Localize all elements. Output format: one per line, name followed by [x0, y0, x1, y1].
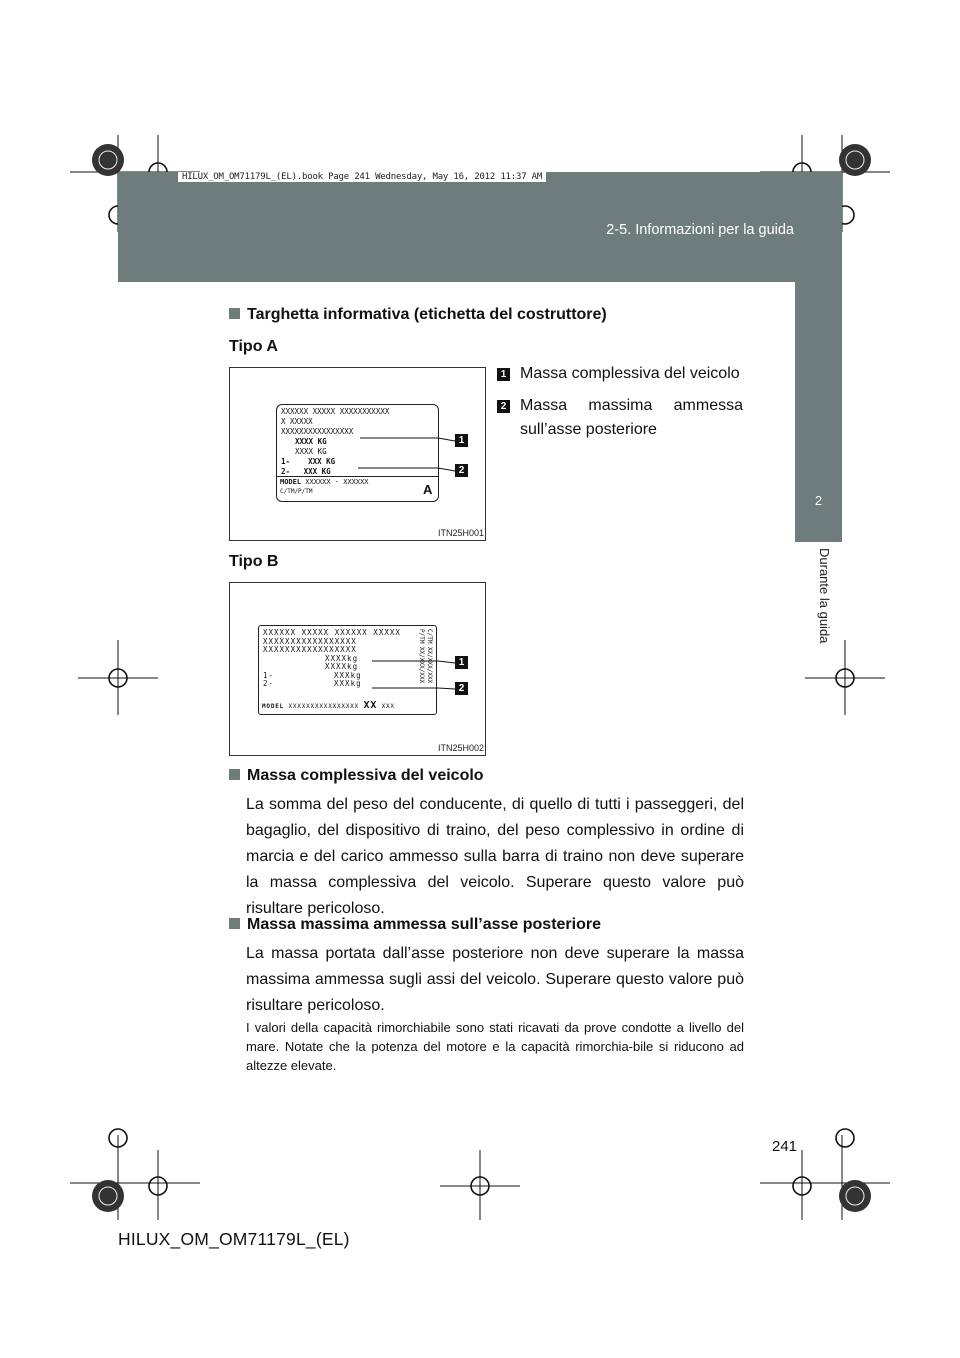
callout-1: 1 — [455, 656, 468, 669]
callout-2: 2 — [455, 682, 468, 695]
legend — [497, 362, 743, 442]
callout-1: 1 — [455, 434, 468, 447]
type-b-label: Tipo B — [229, 553, 279, 570]
square-bullet-icon — [229, 918, 240, 929]
axle-heading: Massa massima ammessa sull’asse posteriore — [229, 916, 601, 934]
plate-b: XXXXXX XXXXX XXXXXX XXXXX XXXXXXXXXXXXXXXXX XXXXXXXXXXXXXXXXX XXXXkg XXXXkg 1- XXXkg 2- XXXkg MODEL XXXXXXXXXXXXXXXX XX XXX C/TM XX/XXX/XXX P/TM XX/XXX/XXX — [258, 625, 437, 715]
square-bullet-icon — [229, 769, 240, 780]
figure-type-b — [229, 582, 486, 756]
figure-type-a — [229, 367, 486, 541]
legend-item-2: 2 Massa massima ammessa sull’asse posteriore — [497, 394, 743, 442]
type-a-label: Tipo A — [229, 338, 278, 355]
footer-code: HILUX_OM_OM71179L_(EL) — [118, 1229, 350, 1249]
chapter-number: 2 — [814, 493, 823, 508]
chapter-label: Durante la guida — [817, 548, 832, 644]
figure-code: ITN25H002 — [438, 743, 485, 753]
plate-a: XXXXXX XXXXX XXXXXXXXXXX X XXXXX XXXXXXXXXXXXXXXX XXXX KG XXXX KG 1- XXX KG 2- XXX KG MODEL XXXXXX - XXXXXX C/TM/P/TM A — [276, 404, 439, 502]
plate-heading: Targhetta informativa (etichetta del costruttore) — [229, 306, 607, 324]
square-bullet-icon — [229, 308, 240, 319]
print-stamp: HILUX_OM_OM71179L_(EL).book Page 241 Wednesday, May 16, 2012 11:37 AM — [178, 172, 546, 182]
legend-item-1: 1 Massa complessiva del veicolo — [497, 362, 743, 386]
callout-2: 2 — [455, 464, 468, 477]
axle-body: La massa portata dall’asse posteriore non deve superare la massa massima ammessa sugli assi del veicolo. Superare questo valore può risultare pericoloso. — [246, 945, 744, 1014]
plate-a-text: XXXXXX XXXXX XXXXXXXXXXX X XXXXX XXXXXXXXXXXXXXXX XXXX KG XXXX KG 1- XXX KG 2- XXX KG — [281, 407, 390, 476]
note: I valori della capacità rimorchiabile sono stati ricavati da prove condotte a livello del mare. Notate che la potenza del motore e la capacità rimorchia-bile si riducono ad altezze elevate. — [246, 1020, 744, 1073]
gvm-heading: Massa complessiva del veicolo — [229, 767, 484, 785]
section-title: 2-5. Informazioni per la guida — [606, 222, 794, 238]
gvm-body: La somma del peso del conducente, di quello di tutti i passeggeri, del bagaglio, del dispositivo di traino, del peso complessivo in ordine di marcia e del carico ammesso sulla barra di traino non deve superare la massa complessiva del veicolo. Superare questo valore può risultare pericoloso. — [246, 796, 744, 917]
figure-code: ITN25H001 — [438, 528, 485, 538]
page-number: 241 — [772, 1138, 798, 1155]
